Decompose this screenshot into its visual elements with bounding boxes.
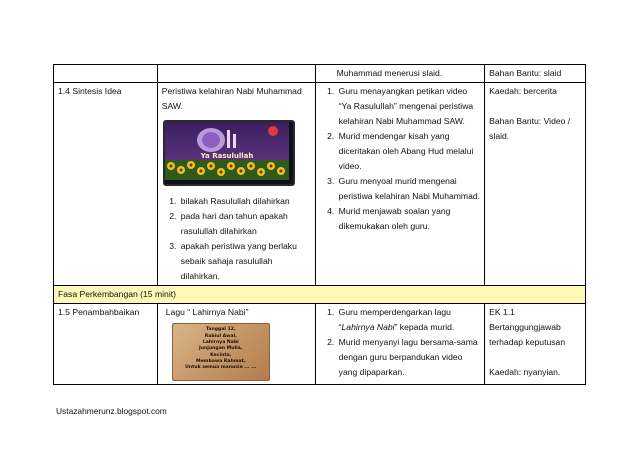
content-cell-empty bbox=[157, 65, 315, 83]
song-lyrics-image bbox=[172, 323, 270, 381]
video-thumbnail bbox=[163, 120, 295, 186]
song-title: Lagu “ Lahirnya Nabi” bbox=[165, 307, 249, 318]
activity-cell bbox=[315, 83, 484, 286]
activity-cell bbox=[315, 304, 484, 385]
lyric-line: Kecinta, bbox=[210, 352, 232, 358]
spacer bbox=[489, 99, 581, 114]
activity-text: Guru memperdengarkan lagu bbox=[338, 307, 451, 318]
activity-item: 4. Murid menjawab soalan yang dikemukakan oleh guru. bbox=[337, 204, 480, 234]
value-note: Bertanggungjawab bbox=[489, 322, 561, 333]
note-cell bbox=[485, 65, 586, 83]
question-item: 2. pada hari dan tahun apakah rasulullah dilahirkan bbox=[179, 209, 311, 239]
material-note: Bahan Bantu: Video / slaid. bbox=[489, 116, 571, 142]
stage-label: 1.4 Sintesis Idea bbox=[58, 86, 122, 97]
lyric-line: Lahirnya Nabi bbox=[202, 340, 239, 345]
lyric-line: Untuk semua manusia ... ... bbox=[185, 365, 257, 371]
activity-list bbox=[320, 84, 480, 234]
activity-cell bbox=[315, 65, 484, 83]
content-cell bbox=[157, 83, 315, 286]
activity-item: 1. Guru menayangkan petikan video “Ya Rasulullah” mengenai peristiwa kelahiran Nabi Muhammad SAW. bbox=[337, 84, 480, 129]
video-thumbnail-art bbox=[165, 122, 289, 180]
table-row-penambahbaikan bbox=[54, 304, 586, 385]
note-cell bbox=[485, 83, 586, 286]
stage-cell bbox=[54, 83, 158, 286]
lyric-line: Tanggal 12, bbox=[205, 327, 236, 333]
activity-text: ” kepada murid. bbox=[394, 322, 455, 333]
video-caption: Ya Rasulullah bbox=[200, 152, 254, 161]
stage-cell-empty bbox=[54, 65, 158, 83]
ek-code: EK 1.1 bbox=[489, 307, 515, 318]
question-item: 1. bilakah Rasulullah dilahirkan bbox=[179, 194, 311, 209]
lyric-line: Rabiul Awal, bbox=[204, 333, 237, 339]
stage-label: 1.5 Penambahbaikan bbox=[58, 307, 140, 318]
content-cell bbox=[157, 304, 315, 385]
table-row-continuation bbox=[54, 65, 586, 83]
lyric-line: Junjungan Mulia, bbox=[199, 346, 243, 352]
activity-item bbox=[337, 305, 480, 335]
activity-item: 3. Guru menyoal murid mengenai peristiwa kelahiran Nabi Muhammad. bbox=[337, 174, 480, 204]
lesson-plan-table bbox=[53, 64, 586, 385]
lyric-line: Membawa Rahmat, bbox=[196, 358, 246, 364]
method-note: Kaedah: bercerita bbox=[489, 86, 557, 97]
phase-label: Fasa Perkembangan (15 minit) bbox=[58, 289, 176, 300]
phase-row bbox=[54, 286, 586, 304]
quote-mark: “ bbox=[338, 322, 342, 333]
phase-cell bbox=[54, 286, 586, 304]
footer-source: Ustazahmerunz.blogspot.com bbox=[56, 406, 167, 416]
content-line-2: SAW. bbox=[161, 101, 183, 112]
content-line-1: Peristiwa kelahiran Nabi Muhammad bbox=[161, 86, 302, 97]
spacer bbox=[489, 350, 581, 365]
table-row-sintesis bbox=[54, 83, 586, 286]
method-note: Kaedah: nyanyian. bbox=[489, 367, 561, 378]
note-cell bbox=[485, 304, 586, 385]
value-note-cont: terhadap keputusan bbox=[489, 337, 566, 348]
note-text: Bahan Bantu: slaid bbox=[489, 68, 562, 78]
activity-item: 2. Murid menyanyi lagu bersama-sama dengan guru berpandukan video yang dipaparkan. bbox=[337, 335, 480, 380]
activity-list bbox=[320, 305, 480, 380]
activity-continuation-text: Muhammad menerusi slaid. bbox=[336, 68, 443, 78]
question-item: 3. apakah peristiwa yang berlaku sebaik sahaja rasulullah dilahirkan. bbox=[179, 239, 311, 284]
stage-cell bbox=[54, 304, 158, 385]
activity-item: 2. Murid mendengar kisah yang diceritakan oleh Abang Hud melalui video. bbox=[337, 129, 480, 174]
song-name-italic: Lahirnya Nabi bbox=[341, 322, 395, 333]
question-list bbox=[162, 194, 311, 284]
